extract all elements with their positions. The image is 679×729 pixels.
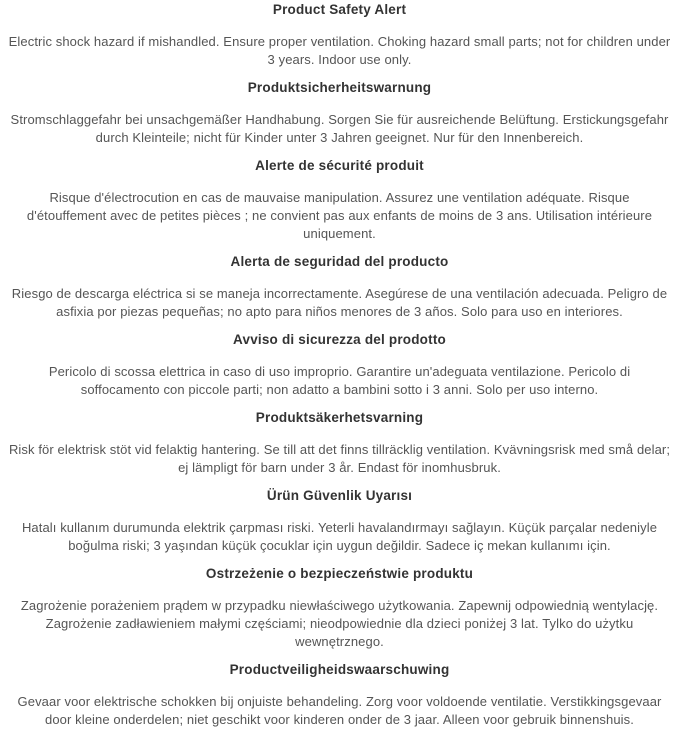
safety-section-english xyxy=(8,2,671,69)
section-heading: Productveiligheidswaarschuwing xyxy=(229,662,450,677)
section-body: Zagrożenie porażeniem prądem w przypadku niewłaściwego użytkowania. Zapewnij odpowiednią wentylację. Zagrożenie zadławieniem małymi częściami; nieodpowiednie dla dzieci poniżej 3 lat. Tylko do użytku wewnętrznego. xyxy=(20,598,659,649)
section-body: Risk för elektrisk stöt vid felaktig hantering. Se till att det finns tillräcklig ventilation. Kvävningsrisk med små delar; ej lämpligt för barn under 3 år. Endast för inomhusbruk. xyxy=(8,442,671,475)
section-heading: Product Safety Alert xyxy=(272,2,407,17)
section-body: Hatalı kullanım durumunda elektrik çarpması riski. Yeterli havalandırmayı sağlayın. Küçük parçalar nedeniyle boğulma riski; 3 yaşından küçük çocuklar için uygun değildir. Sadece iç mekan kullanımı için. xyxy=(21,520,658,553)
section-body: Gevaar voor elektrische schokken bij onjuiste behandeling. Zorg voor voldoende ventilatie. Verstikkingsgevaar door kleine onderdelen; niet geschikt voor kinderen onder de 3 jaar. Alleen voor gebruik binnenshuis. xyxy=(17,694,662,727)
safety-section-swedish xyxy=(8,410,671,477)
section-heading: Produktsicherheitswarnung xyxy=(247,80,432,95)
section-body: Riesgo de descarga eléctrica si se maneja incorrectamente. Asegúrese de una ventilación adecuada. Peligro de asfixia por piezas pequeñas; no apto para niños menores de 3 años. Solo para uso en interiores. xyxy=(11,286,668,319)
section-body: Risque d'électrocution en cas de mauvaise manipulation. Assurez une ventilation adéquate. Risque d'étouffement avec de petites pièces ; ne convient pas aux enfants de moins de 3 ans. Utilisation intérieure uniquement. xyxy=(26,190,653,241)
safety-section-french xyxy=(8,158,671,243)
section-heading: Avviso di sicurezza del prodotto xyxy=(233,332,446,347)
section-body: Electric shock hazard if mishandled. Ensure proper ventilation. Choking hazard small parts; not for children under 3 years. Indoor use only. xyxy=(8,34,671,67)
section-heading: Produktsäkerhetsvarning xyxy=(255,410,424,425)
safety-section-dutch xyxy=(8,662,671,729)
safety-section-polish xyxy=(8,566,671,651)
safety-section-german xyxy=(8,80,671,147)
section-body: Pericolo di scossa elettrica in caso di uso improprio. Garantire un'adeguata ventilazione. Pericolo di soffocamento con piccole parti; non adatto a bambini sotto i 3 anni. Solo per uso interno. xyxy=(48,364,631,397)
safety-section-turkish xyxy=(8,488,671,555)
section-heading: Alerta de seguridad del producto xyxy=(230,254,449,269)
section-heading: Ostrzeżenie o bezpieczeństwie produktu xyxy=(205,566,474,581)
section-body: Stromschlaggefahr bei unsachgemäßer Handhabung. Sorgen Sie für ausreichende Belüftung. Erstickungsgefahr durch Kleinteile; nicht für Kinder unter 3 Jahren geeignet. Nur für den Innenbereich. xyxy=(10,112,669,145)
section-heading: Alerte de sécurité produit xyxy=(255,158,424,173)
section-heading: Ürün Güvenlik Uyarısı xyxy=(266,488,413,503)
safety-section-italian xyxy=(8,332,671,399)
safety-section-spanish xyxy=(8,254,671,321)
